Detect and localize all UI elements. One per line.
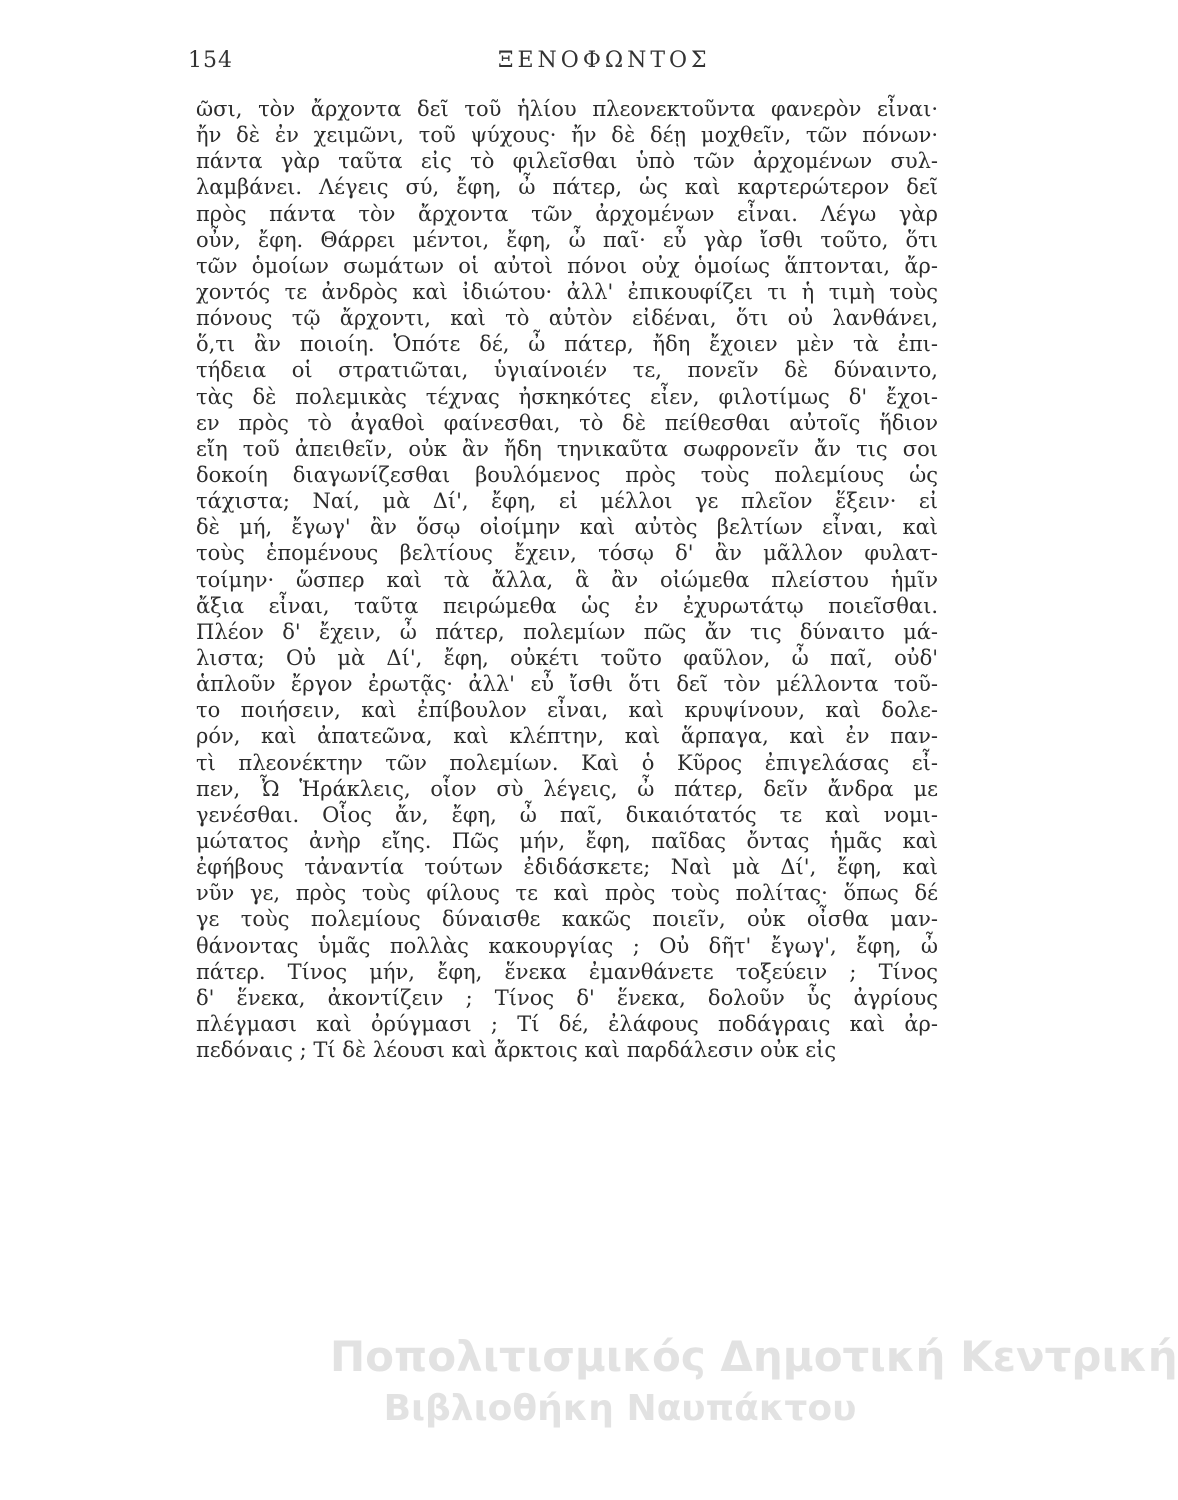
library-watermark-line-2: Βιβλιοθήκη Ναυπάκτου	[383, 1388, 857, 1429]
text-line: πρὸς πάντα τὸν ἄρχοντα τῶν ἀρχομένων εἶναι. Λέγω γὰρ	[196, 201, 938, 226]
text-line: το ποιήσειν, καὶ ἐπίβουλον εἶναι, καὶ κρυψίνουν, καὶ δολε-	[196, 698, 938, 723]
library-watermark-line-1: Ποπολιτισμικός Δημοτική Κεντρική	[330, 1332, 1178, 1381]
text-line: λαμβάνει. Λέγεις σύ, ἔφη, ὦ πάτερ, ὡς καὶ καρτερώτερον δεῖ	[196, 175, 938, 200]
text-line: ρόν, καὶ ἀπατεῶνα, καὶ κλέπτην, καὶ ἅρπαγα, καὶ ἐν παν-	[196, 724, 938, 749]
text-line: πάτερ. Τίνος μήν, ἔφη, ἕνεκα ἐμανθάνετε τοξεύειν ; Τίνος	[196, 959, 938, 984]
page-number: 154	[188, 48, 233, 73]
text-line: νῦν γε, πρὸς τοὺς φίλους τε καὶ πρὸς τοὺς πολίτας· ὅπως δέ	[196, 881, 938, 906]
text-line: δ' ἕνεκα, ἀκοντίζειν ; Τίνος δ' ἕνεκα, δολοῦν ὗς ἀγρίους	[196, 985, 938, 1010]
text-line: τοίμην· ὥσπερ καὶ τὰ ἄλλα, ἃ ἂν οἰώμεθα πλείστου ἡμῖν	[196, 567, 938, 592]
page-header	[188, 48, 948, 88]
text-line: δοκοίη διαγωνίζεσθαι βουλόμενος πρὸς τοὺς πολεμίους ὡς	[196, 462, 938, 487]
text-line: Πλέον δ' ἔχειν, ὦ πάτερ, πολεμίων πῶς ἄν τις δύναιτο μά-	[196, 619, 938, 644]
text-line: ὅ,τι ἂν ποιοίη. Ὁπότε δέ, ὦ πάτερ, ἤδη ἔχοιεν μὲν τὰ ἐπι-	[196, 332, 938, 357]
text-line: οὖν, ἔφη. Θάρρει μέντοι, ἔφη, ὦ παῖ· εὖ γὰρ ἴσθι τοῦτο, ὅτι	[196, 227, 938, 252]
text-line: λιστα; Οὐ μὰ Δί', ἔφη, οὐκέτι τοῦτο φαῦλον, ὦ παῖ, οὐδ'	[196, 645, 938, 670]
text-line: πάντα γὰρ ταῦτα εἰς τὸ φιλεῖσθαι ὑπὸ τῶν ἀρχομένων συλ-	[196, 149, 938, 174]
text-line: πεν, Ὦ Ἡράκλεις, οἷον σὺ λέγεις, ὦ πάτερ, δεῖν ἄνδρα με	[196, 776, 938, 801]
text-line: πόνους τῷ ἄρχοντι, καὶ τὸ αὐτὸν εἰδέναι, ὅτι οὐ λανθάνει,	[196, 306, 938, 331]
text-line: γενέσθαι. Οἷος ἄν, ἔφη, ὦ παῖ, δικαιότατός τε καὶ νομι-	[196, 802, 938, 827]
text-line: τὰς δὲ πολεμικὰς τέχνας ἠσκηκότες εἶεν, φιλοτίμως δ' ἔχοι-	[196, 384, 938, 409]
text-line: γε τοὺς πολεμίους δύναισθε κακῶς ποιεῖν, οὐκ οἶσθα μαν-	[196, 907, 938, 932]
text-line: ῶσι, τὸν ἄρχοντα δεῖ τοῦ ἡλίου πλεονεκτοῦντα φανερὸν εἶναι·	[196, 97, 938, 121]
text-line: εν πρὸς τὸ ἀγαθοὶ φαίνεσθαι, τὸ δὲ πείθεσθαι αὐτοῖς ἥδιον	[196, 410, 938, 435]
running-head: ΞΕΝΟΦΩΝΤΟΣ	[498, 48, 711, 73]
text-line: μώτατος ἀνὴρ εἴης. Πῶς μήν, ἔφη, παῖδας ὄντας ἡμᾶς καὶ	[196, 828, 938, 853]
text-line: τῶν ὁμοίων σωμάτων οἱ αὐτοὶ πόνοι οὐχ ὁμοίως ἅπτονται, ἄρ-	[196, 253, 938, 278]
text-line: ἤν δὲ ἐν χειμῶνι, τοῦ ψύχους· ἤν δὲ δέῃ μοχθεῖν, τῶν πόνων·	[196, 123, 938, 148]
body-text	[196, 96, 938, 1063]
text-line: ἄξια εἶναι, ταῦτα πειρώμεθα ὡς ἐν ἐχυρωτάτῳ ποιεῖσθαι.	[196, 593, 938, 618]
text-line: τὶ πλεονέκτην τῶν πολεμίων. Καὶ ὁ Κῦρος ἐπιγελάσας εἶ-	[196, 750, 938, 775]
text-line: δὲ μή, ἔγωγ' ἂν ὅσῳ οἰοίμην καὶ αὐτὸς βελτίων εἶναι, καὶ	[196, 515, 938, 540]
text-line: ἁπλοῦν ἔργον ἐρωτᾷς· ἀλλ' εὖ ἴσθι ὅτι δεῖ τὸν μέλλοντα τοῦ-	[196, 672, 938, 697]
text-line: πεδόναις ; Τί δὲ λέουσι καὶ ἄρκτοις καὶ παρδάλεσιν οὐκ εἰς	[196, 1038, 837, 1063]
text-line: πλέγμασι καὶ ὀρύγμασι ; Τί δέ, ἐλάφους ποδάγραις καὶ ἀρ-	[196, 1011, 938, 1036]
text-line: τοὺς ἑπομένους βελτίους ἔχειν, τόσῳ δ' ἂν μᾶλλον φυλατ-	[196, 541, 938, 566]
text-line: ἐφήβους τἀναντία τούτων ἐδιδάσκετε; Ναὶ μὰ Δί', ἔφη, καὶ	[196, 855, 938, 880]
text-line: τάχιστα; Ναί, μὰ Δί', ἔφη, εἰ μέλλοι γε πλεῖον ἕξειν· εἰ	[196, 489, 938, 514]
text-line: εἴη τοῦ ἀπειθεῖν, οὐκ ἂν ἤδη τηνικαῦτα σωφρονεῖν ἄν τις σοι	[196, 436, 938, 461]
text-line: θάνοντας ὑμᾶς πολλὰς κακουργίας ; Οὐ δῆτ' ἔγωγ', ἔφη, ὦ	[196, 933, 938, 958]
text-line: τήδεια οἱ στρατιῶται, ὑγιαίνοιέν τε, πονεῖν δὲ δύναιντο,	[196, 358, 938, 383]
text-line: χοντός τε ἀνδρὸς καὶ ἰδιώτου· ἀλλ' ἐπικουφίζει τι ἡ τιμὴ τοὺς	[196, 279, 938, 304]
